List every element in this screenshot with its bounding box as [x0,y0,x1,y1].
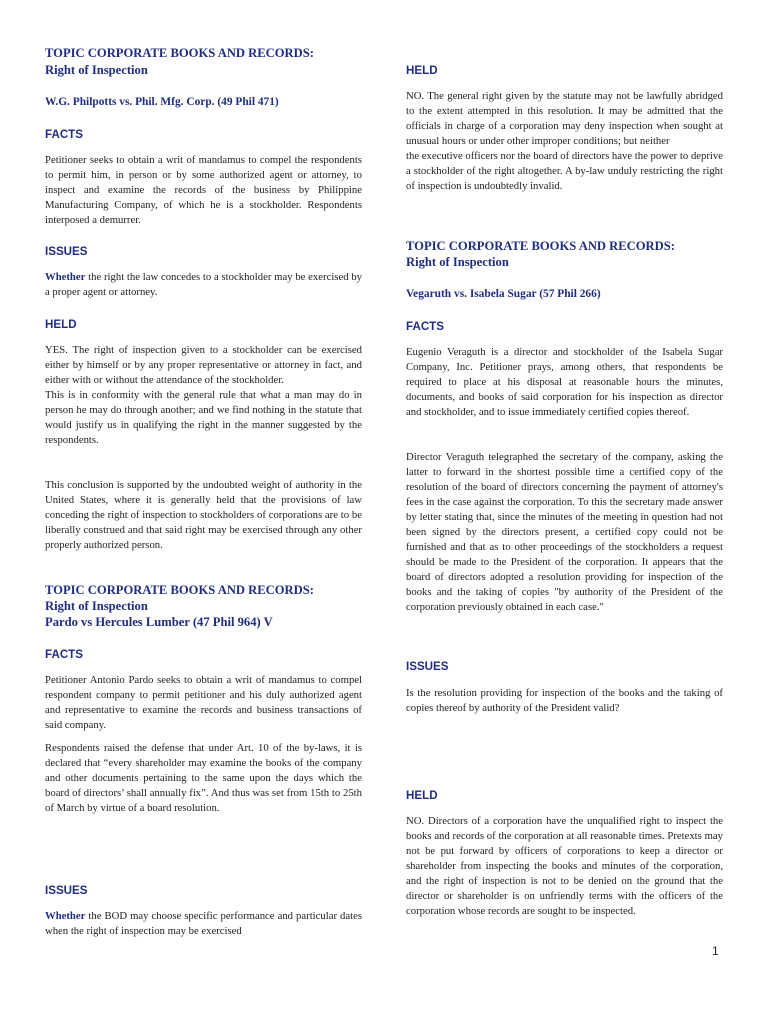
case3-title: Vegaruth vs. Isabela Sugar (57 Phil 266) [406,288,601,300]
case2-held-heading: HELD [406,64,438,77]
case2-subtopic: Right of Inspection [45,599,148,613]
issue-keyword: Whether [45,271,86,283]
case3-held-heading: HELD [406,789,438,802]
case2-topic-heading: TOPIC CORPORATE BOOKS AND RECORDS: [45,583,314,597]
case2-facts-para-1: Petitioner Antonio Pardo seeks to obtain a writ of mandamus to compel respondent company to permit petitioner and his duly authorized agent and representative to examine the records and business transactions of said company. [45,674,362,731]
case1-facts-text: Petitioner seeks to obtain a writ of mandamus to compel the respondents to permit him, in person or by some authorized agent or attorney, to inspect and examine the records of the business by Philippine Manufacturing Company, of which he is a stockholder. Respondents interposed a demurrer. [45,154,362,226]
case1-facts-heading: FACTS [45,128,84,141]
case2-facts-heading: FACTS [45,648,84,661]
case2-held-text [406,89,723,194]
case2-issue-text [45,909,362,939]
case1-topic-heading: TOPIC CORPORATE BOOKS AND RECORDS: [45,46,314,60]
case3-subtopic: Right of Inspection [406,255,509,269]
case1-title: W.G. Philpotts vs. Phil. Mfg. Corp. (49 Phil 471) [45,96,279,108]
case2-issue-body: the BOD may choose specific performance and particular dates when the right of inspection may be exercised [45,910,362,937]
case1-held-text [45,343,362,448]
case2-issues-heading: ISSUES [45,884,88,897]
case2-held-para-1: NO. The general right given by the statute may not be lawfully abridged to the extent attempted in this resolution. It may be admitted that the officials in charge of a corporation may deny inspection when sought at unusual hours or under other improper conditions; but neither [406,90,723,147]
case3-issues-heading: ISSUES [406,660,449,673]
case3-facts-para-2: Director Veraguth telegraphed the secretary of the company, asking the latter to forward in the shortest possible time a certified copy of the resolution of the board of directors concerning the payment of attorney's fees in the case against the corporation. To this the secretary made answer by letter stating that, since the minutes of the meeting in question had not been signed by the directors present, a certified copy could not be furnished and that as to other proceedings of the stockholders a request should be made to the President of the corporation. It appears that the board of directors adopted a resolution providing for inspection of the books and the taking of copies "by authority of the President of the corporation previously obtained in each case." [406,451,723,613]
issue-keyword: Whether [45,910,86,922]
case3-facts-heading: FACTS [406,320,445,333]
case1-held-para-1: YES. The right of inspection given to a stockholder can be exercised either by himself or by any proper representative or attorney in fact, and either with or without the attendance of the stockholder. [45,344,362,386]
case1-issue-text [45,270,362,300]
case1-issue-body: the right the law concedes to a stockholder may be exercised by a proper agent or attorney. [45,271,362,298]
case1-issues-heading: ISSUES [45,245,88,258]
case3-topic-heading: TOPIC CORPORATE BOOKS AND RECORDS: [406,239,675,253]
case1-held-para-3: This conclusion is supported by the undoubted weight of authority in the United States, where it is generally held that the provisions of law conceding the right of inspection to stockholders of corporations are to be liberally construed and that said right may be exercised through any other properly authorized person. [45,479,362,551]
case1-held-para-2: This is in conformity with the general rule that what a man may do in person he may do through another; and we find nothing in the statute that would justify us in qualifying the right in the manner suggested by the respondents. [45,389,362,446]
case2-title: Pardo vs Hercules Lumber (47 Phil 964) V [45,615,273,629]
case2-facts-para-2: Respondents raised the defense that under Art. 10 of the by-laws, it is declared that “every shareholder may examine the books of the company and other documents pertaining to the same upon the days which the board of directors’ shall annually fix”. And thus was set from 15th to 25th of March by virtue of a board resolution. [45,742,362,814]
case1-held-heading: HELD [45,318,77,331]
case1-subtopic: Right of Inspection [45,63,148,77]
case3-issue-text: Is the resolution providing for inspection of the books and the taking of copies thereof by authority of the President valid? [406,687,723,714]
page-number: 1 [712,944,719,958]
case2-held-para-2: the executive officers nor the board of directors have the power to deprive a stockholder of the right altogether. A by-law unduly restricting the right of inspection is undoubtedly invalid. [406,150,723,192]
case3-facts-para-1: Eugenio Veraguth is a director and stockholder of the Isabela Sugar Company, Inc. Petitioner prays, among others, that respondents be required to place at his disposal at reasonable hours the minutes, documents, and books of said corporation for his inspection as director and stockholder, and to issue immediately certified copies thereof. [406,346,723,418]
case3-held-text: NO. Directors of a corporation have the unqualified right to inspect the books and records of the corporation at all reasonable times. Pretexts may not be put forward by officers of corporations to keep a director or shareholder from inspecting the books and minutes of the corporation, and the right of inspection is not to be denied on the ground that the director or shareholder is on unfriendly terms with the officers of the corporation whose records are sought to be inspected. [406,815,723,917]
